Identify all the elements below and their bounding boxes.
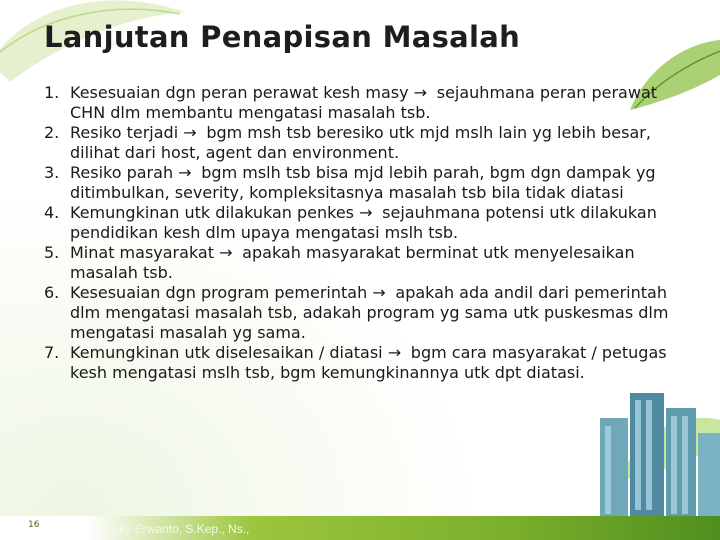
item-text: Kemungkinan utk dilakukan penkes: [70, 203, 360, 222]
list-item: [44, 203, 694, 243]
item-text: bgm msh tsb beresiko utk mjd mslh lain yg lebih besar, dilihat dari host, agent dan environment.: [70, 123, 651, 162]
item-text: Resiko terjadi: [70, 123, 184, 142]
list-item: [44, 283, 694, 343]
right-arrow-icon: →: [372, 283, 386, 302]
item-text: sejauhmana peran perawat CHN dlm membantu mengatasi masalah tsb.: [70, 83, 658, 122]
list-item: [44, 163, 694, 203]
item-text: bgm cara masyarakat / petugas kesh mengatasi mslh tsb, bgm kemungkinannya utk dpt diatasi.: [70, 343, 667, 382]
item-number: 1.: [44, 83, 60, 102]
item-number: 6.: [44, 283, 60, 302]
item-text: Minat masyarakat: [70, 243, 220, 262]
city-buildings-icon: [580, 388, 720, 518]
item-text: Kesesuaian dgn program pemerintah: [70, 283, 373, 302]
item-text: bgm mslh tsb bisa mjd lebih parah, bgm dgn dampak yg ditimbulkan, severity, kompleksitasnya masalah tsb bila tidak diatasi: [70, 163, 656, 202]
criteria-list: [44, 83, 694, 383]
list-item: [44, 343, 694, 383]
item-number: 4.: [44, 203, 60, 222]
item-number: 2.: [44, 123, 60, 142]
right-arrow-icon: →: [183, 123, 197, 142]
item-text: apakah ada andil dari pemerintah dlm mengatasi masalah tsb, adakah program yg sama utk puskesmas dlm mengatasi masalah yg sama.: [70, 283, 669, 342]
list-item: [44, 83, 694, 123]
item-text: Kemungkinan utk diselesaikan / diatasi: [70, 343, 388, 362]
item-text: Resiko parah: [70, 163, 179, 182]
right-arrow-icon: →: [413, 83, 428, 102]
item-number: 3.: [44, 163, 60, 182]
page-number: 16: [28, 520, 40, 530]
item-number: 5.: [44, 243, 60, 262]
item-text: apakah masyarakat berminat utk menyelesaikan masalah tsb.: [70, 243, 635, 282]
right-arrow-icon: →: [387, 343, 402, 362]
right-arrow-icon: →: [178, 163, 192, 182]
item-number: 7.: [44, 343, 60, 362]
item-text: sejauhmana potensi utk dilakukan pendidikan kesh dlm upaya mengatasi mslh tsb.: [70, 203, 657, 242]
item-text: Kesesuaian dgn peran perawat kesh masy: [70, 83, 414, 102]
author-name: Rizky Erwanto, S.Kep., Ns.,: [102, 522, 250, 536]
right-arrow-icon: →: [359, 203, 373, 222]
right-arrow-icon: →: [219, 243, 233, 262]
list-item: [44, 123, 694, 163]
slide-title: Lanjutan Penapisan Masalah: [44, 20, 521, 54]
list-item: [44, 243, 694, 283]
